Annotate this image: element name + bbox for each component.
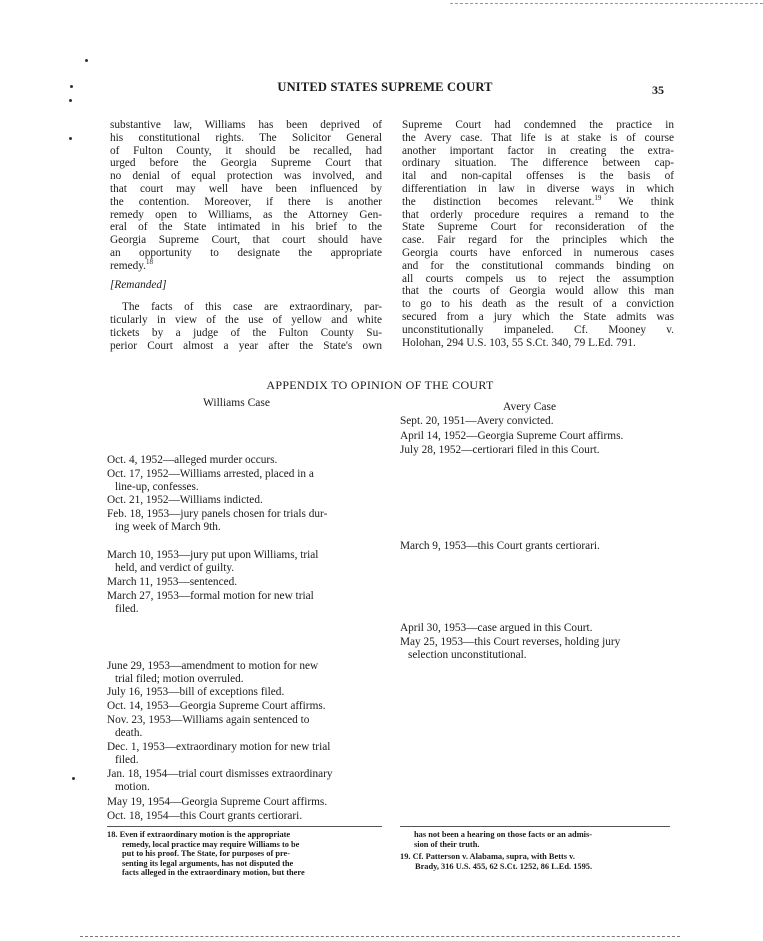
williams-timeline-entry bbox=[107, 741, 382, 766]
williams-timeline-entry bbox=[107, 810, 382, 823]
entry-line: selection unconstitutional. bbox=[408, 648, 527, 661]
bottom-scan-edge bbox=[80, 936, 680, 937]
footnote-18-continued bbox=[414, 830, 679, 849]
text-line: no denial of equal protection was involved, and bbox=[110, 170, 382, 183]
text-line: Georgia Supreme Court, that court should have bbox=[110, 234, 382, 247]
entry-line: trial filed; motion overruled. bbox=[115, 672, 244, 685]
appendix-title: APPENDIX TO OPINION OF THE COURT bbox=[266, 378, 494, 392]
entry-line: Nov. 23, 1953—Williams again sentenced to bbox=[107, 714, 310, 726]
entry-line: line-up, confesses. bbox=[115, 480, 199, 493]
entry-line: held, and verdict of guilty. bbox=[115, 561, 235, 574]
text-line: that the courts of Georgia would allow this man bbox=[402, 285, 674, 298]
entry-line: filed. bbox=[115, 602, 139, 615]
avery-timeline-entry bbox=[400, 415, 675, 428]
text-line: ticularly in view of the use of yellow and white bbox=[110, 314, 382, 327]
text-line: tickets by a judge of the Fulton County Su- bbox=[110, 326, 382, 339]
entry-line: Oct. 17, 1952—Williams arrested, placed in a bbox=[107, 468, 314, 480]
entry-line: April 30, 1953—case argued in this Court. bbox=[400, 622, 593, 634]
williams-timeline-entry bbox=[107, 549, 382, 574]
text-line: that orderly procedure requires a remand to the bbox=[402, 208, 674, 221]
text-line: Georgia courts have enforced in numerous cases bbox=[402, 246, 674, 259]
footnote-rule bbox=[107, 826, 382, 827]
scan-speck bbox=[69, 99, 72, 102]
entry-line: Sept. 20, 1951—Avery convicted. bbox=[400, 415, 554, 427]
top-scan-edge bbox=[450, 3, 763, 4]
text-line: his constitutional rights. The Solicitor General bbox=[110, 131, 382, 144]
page-number: 35 bbox=[652, 83, 664, 97]
entry-line: July 16, 1953—bill of exceptions filed. bbox=[107, 686, 285, 698]
footnote-line: senting its legal arguments, has not disputed the bbox=[122, 858, 294, 868]
text-line: that court may well have been influenced by bbox=[110, 182, 382, 195]
text-line: unconstitutionally impaneled. Cf. Mooney v. bbox=[402, 323, 674, 336]
text-line: substantive law, Williams has been deprived of bbox=[110, 119, 382, 131]
entry-line: motion. bbox=[115, 780, 150, 793]
entry-line: April 14, 1952—Georgia Supreme Court affirms. bbox=[400, 430, 624, 442]
text-line: Supreme Court had condemned the practice in bbox=[402, 119, 674, 131]
entry-line: Feb. 18, 1953—jury panels chosen for trials dur- bbox=[107, 508, 328, 520]
text-line: remedy open to Williams, as the Attorney Gen- bbox=[110, 208, 382, 221]
williams-timeline-entry bbox=[107, 468, 382, 493]
text-line: secured from a jury which the State admits was bbox=[402, 310, 674, 323]
text-line: to go to his death as the result of a conviction bbox=[402, 298, 674, 311]
williams-timeline-entry bbox=[107, 576, 382, 589]
williams-timeline-entry bbox=[107, 686, 382, 699]
text-line: an opportunity to designate the appropriate bbox=[110, 246, 382, 259]
text-line: eral of the State intimated in his brief to the bbox=[110, 221, 382, 234]
entry-line: Oct. 4, 1952—alleged murder occurs. bbox=[107, 454, 278, 466]
footnote-line: facts alleged in the extraordinary motion, but there bbox=[122, 868, 305, 878]
remanded-label: [Remanded] bbox=[110, 278, 167, 291]
avery-timeline-entry bbox=[400, 444, 675, 457]
scan-speck bbox=[70, 85, 73, 88]
text-line: urged before the Georgia Supreme Court that bbox=[110, 157, 382, 170]
text-line: case. Fair regard for the principles which the bbox=[402, 234, 674, 247]
footnote-line: has not been a hearing on those facts or an admis- bbox=[414, 830, 593, 839]
entry-line: Oct. 18, 1954—this Court grants certiorari. bbox=[107, 810, 303, 822]
avery-timeline-entry bbox=[400, 622, 675, 635]
williams-case-heading: Williams Case bbox=[203, 397, 270, 409]
williams-timeline-entry bbox=[107, 590, 382, 615]
text-line: all courts compels us to reject the assumption bbox=[402, 272, 674, 285]
footnote-ref-19: 19 bbox=[594, 193, 602, 202]
text-line: The facts of this case are extraordinary, par- bbox=[122, 301, 382, 314]
text-fragment: We think bbox=[601, 195, 674, 208]
entry-line: filed. bbox=[115, 753, 139, 766]
running-header-title: UNITED STATES SUPREME COURT bbox=[277, 80, 493, 94]
avery-case-heading: Avery Case bbox=[503, 401, 557, 413]
entry-line: Oct. 21, 1952—Williams indicted. bbox=[107, 494, 263, 506]
text-line bbox=[402, 193, 674, 209]
footnote-line: 19. Cf. Patterson v. Alabama, supra, with Betts v. bbox=[400, 852, 575, 861]
entry-line: Jan. 18, 1954—trial court dismisses extraordinary bbox=[107, 768, 333, 780]
footnote-18 bbox=[107, 830, 382, 878]
left-paragraph-1 bbox=[110, 119, 382, 273]
entry-line: May 19, 1954—Georgia Supreme Court affirms. bbox=[107, 796, 328, 808]
text-line: ordinary situation. The difference between cap- bbox=[402, 157, 674, 170]
scan-speck bbox=[72, 777, 75, 780]
entry-line: Dec. 1, 1953—extraordinary motion for new trial bbox=[107, 741, 331, 753]
scan-speck bbox=[69, 137, 72, 140]
entry-line: death. bbox=[115, 726, 143, 739]
entry-line: Oct. 14, 1953—Georgia Supreme Court affirms. bbox=[107, 700, 326, 712]
footnote-rule bbox=[400, 826, 670, 827]
text-line: and for the constitutional commands binding on bbox=[402, 259, 674, 272]
entry-line: March 27, 1953—formal motion for new trial bbox=[107, 590, 314, 602]
avery-timeline-entry bbox=[400, 540, 675, 553]
entry-line: July 28, 1952—certiorari filed in this Court. bbox=[400, 444, 600, 456]
text-fragment: remedy. bbox=[110, 259, 146, 272]
williams-timeline-entry bbox=[107, 700, 382, 713]
text-line: the contention. Moreover, if there is another bbox=[110, 195, 382, 208]
williams-timeline-entry bbox=[107, 714, 382, 739]
text-line: the Avery case. That life is at stake is of course bbox=[402, 131, 674, 144]
left-paragraph-2 bbox=[110, 301, 382, 352]
text-line: of Fulton County, it should be recalled, had bbox=[110, 144, 382, 157]
footnote-19 bbox=[400, 852, 680, 871]
williams-timeline-entry bbox=[107, 768, 382, 793]
right-text-column bbox=[402, 119, 674, 349]
williams-timeline-entry bbox=[107, 796, 382, 809]
footnote-ref-18: 18 bbox=[145, 257, 153, 266]
footnote-line: remedy, local practice may require Williams to be bbox=[122, 839, 300, 849]
williams-timeline-entry bbox=[107, 494, 382, 507]
text-line: Holohan, 294 U.S. 103, 55 S.Ct. 340, 79 L.Ed. 791. bbox=[402, 336, 636, 349]
williams-timeline-entry bbox=[107, 508, 382, 533]
entry-line: May 25, 1953—this Court reverses, holding jury bbox=[400, 636, 621, 648]
entry-line: March 9, 1953—this Court grants certiorari. bbox=[400, 540, 600, 552]
avery-timeline-entry bbox=[400, 636, 675, 661]
scan-speck bbox=[85, 59, 88, 62]
entry-line: March 10, 1953—jury put upon Williams, trial bbox=[107, 549, 319, 561]
text-line: State Supreme Court for reconsideration of the bbox=[402, 221, 674, 234]
entry-line: March 11, 1953—sentenced. bbox=[107, 576, 238, 588]
text-line bbox=[110, 257, 382, 273]
footnote-line: Brady, 316 U.S. 455, 62 S.Ct. 1252, 86 L.Ed. 1595. bbox=[415, 861, 593, 871]
footnote-line: 18. Even if extraordinary motion is the appropriate bbox=[107, 830, 291, 839]
entry-line: ing week of March 9th. bbox=[115, 520, 221, 533]
text-line: another important factor in creating the extra- bbox=[402, 144, 674, 157]
williams-timeline-entry bbox=[107, 660, 382, 685]
footnote-line: put to his proof. The State, for purposes of pre- bbox=[122, 849, 291, 859]
williams-timeline-entry bbox=[107, 454, 382, 467]
text-line: perior Court almost a year after the State's own bbox=[110, 339, 382, 352]
text-line: ital and non-capital offenses is the basis of bbox=[402, 170, 674, 183]
left-text-column bbox=[110, 119, 382, 353]
footnote-line: sion of their truth. bbox=[414, 839, 480, 849]
entry-line: June 29, 1953—amendment to motion for new bbox=[107, 660, 319, 672]
text-line: differentiation in law in diverse ways in which bbox=[402, 182, 674, 195]
text-fragment: the distinction becomes relevant. bbox=[402, 195, 595, 208]
avery-timeline-entry bbox=[400, 430, 675, 443]
